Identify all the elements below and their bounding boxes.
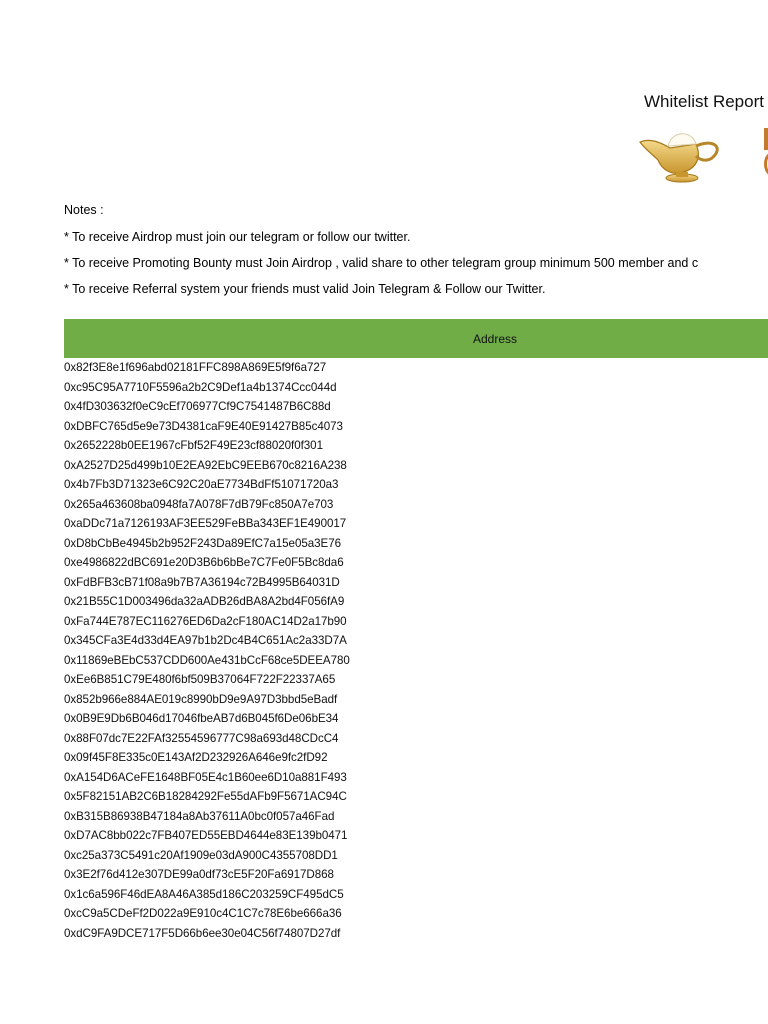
address-row: 0x21B55C1D003496da32aADB26dBA8A2bd4F056fA9 xyxy=(64,595,345,608)
address-row: 0xe4986822dBC691e20D3B6b6bBe7C7Fe0F5Bc8da6 xyxy=(64,556,344,569)
address-row: 0x1c6a596F46dEA8A46A385d186C203259CF495dC5 xyxy=(64,887,344,901)
address-row: 0xEe6B851C79E480f6bf509B37064F722F22337A65 xyxy=(64,673,336,686)
address-row: 0xFa744E787EC116276ED6Da2cF180AC14D2a17b90 xyxy=(64,614,347,628)
notes-heading: Notes : xyxy=(64,203,104,217)
address-row: 0xD7AC8bb022c7FB407ED55EBD4644e83E139b0471 xyxy=(64,829,348,842)
address-row: 0x0B9E9Db6B046d17046fbeAB7d6B045f6De06bE34 xyxy=(64,712,339,725)
address-row: 0x09f45F8E335c0E143Af2D232926A646e9fc2fD92 xyxy=(64,751,328,764)
gravy-boat-icon xyxy=(636,124,768,188)
address-row: 0xA154D6ACeFE1648BF05E4c1B60ee6D10a881F493 xyxy=(64,770,347,784)
address-row: 0x4b7Fb3D71323e6C92C20aE7734BdFf51071720a3 xyxy=(64,478,339,491)
address-row: 0xA2527D25d499b10E2EA92EbC9EEB670c8216A238 xyxy=(64,458,347,472)
address-row: 0x2652228b0EE1967cFbf52F49E23cf88020f0f301 xyxy=(64,439,323,452)
address-row: 0x265a463608ba0948fa7A078F7dB79Fc850A7e703 xyxy=(64,497,334,511)
note-airdrop: * To receive Airdrop must join our telegram or follow our twitter. xyxy=(64,230,411,244)
report-title: Whitelist Report xyxy=(644,92,764,111)
note-referral: * To receive Referral system your friends must valid Join Telegram & Follow our Twitter. xyxy=(64,282,546,296)
address-row: 0xc25a373C5491c20Af1909e03dA900C4355708DD1 xyxy=(64,848,338,862)
address-header-label: Address xyxy=(473,331,518,346)
address-row: 0xc95C95A7710F5596a2b2C9Def1a4b1374Ccc044d xyxy=(64,380,337,394)
address-row: 0x3E2f76d412e307DE99a0df73cE5F20Fa6917D868 xyxy=(64,868,334,881)
note-promoting-bounty: * To receive Promoting Bounty must Join Airdrop , valid share to other telegram group minimum 500 member and c xyxy=(64,256,699,270)
address-row: 0x88F07dc7E22FAf32554596777C98a693d48CDcC4 xyxy=(64,731,339,745)
address-row: 0xFdBFB3cB71f08a9b7B7A36194c72B4995B64031D xyxy=(64,575,340,589)
address-row: 0x5F82151AB2C6B18284292Fe55dAFb9F5671AC94C xyxy=(64,790,347,803)
address-column-header xyxy=(64,319,768,358)
address-list xyxy=(64,358,350,943)
address-row: 0xdC9FA9DCE717F5D66b6ee30e04C56f74807D27df xyxy=(64,926,341,940)
address-row: 0x11869eBEbC537CDD600Ae431bCcF68ce5DEEA780 xyxy=(64,653,350,667)
address-row: 0xD8bCbBe4945b2b952F243Da89EfC7a15e05a3E76 xyxy=(64,536,342,550)
address-row: 0xB315B86938B47184a8Ab37611A0bc0f057a46Fad xyxy=(64,809,335,823)
address-row: 0x82f3E8e1f696abd02181FFC898A869E5f9f6a727 xyxy=(64,361,327,374)
address-row: 0xaDDc71a7126193AF3EE529FeBBa343EF1E490017 xyxy=(64,517,347,530)
address-row: 0x852b966e884AE019c8990bD9e9A97D3bbd5eBadf xyxy=(64,692,338,706)
address-row: 0xDBFC765d5e9e73D4381caF9E40E91427B85c4073 xyxy=(64,419,343,433)
address-row: 0xcC9a5CDeFf2D022a9E910c4C1C7c78E6be666a36 xyxy=(64,907,342,920)
address-row: 0x4fD303632f0eC9cEf706977Cf9C7541487B6C88d xyxy=(64,400,331,413)
address-row: 0x345CFa3E4d33d4EA97b1b2Dc4B4C651Ac2a33D7A xyxy=(64,634,347,647)
